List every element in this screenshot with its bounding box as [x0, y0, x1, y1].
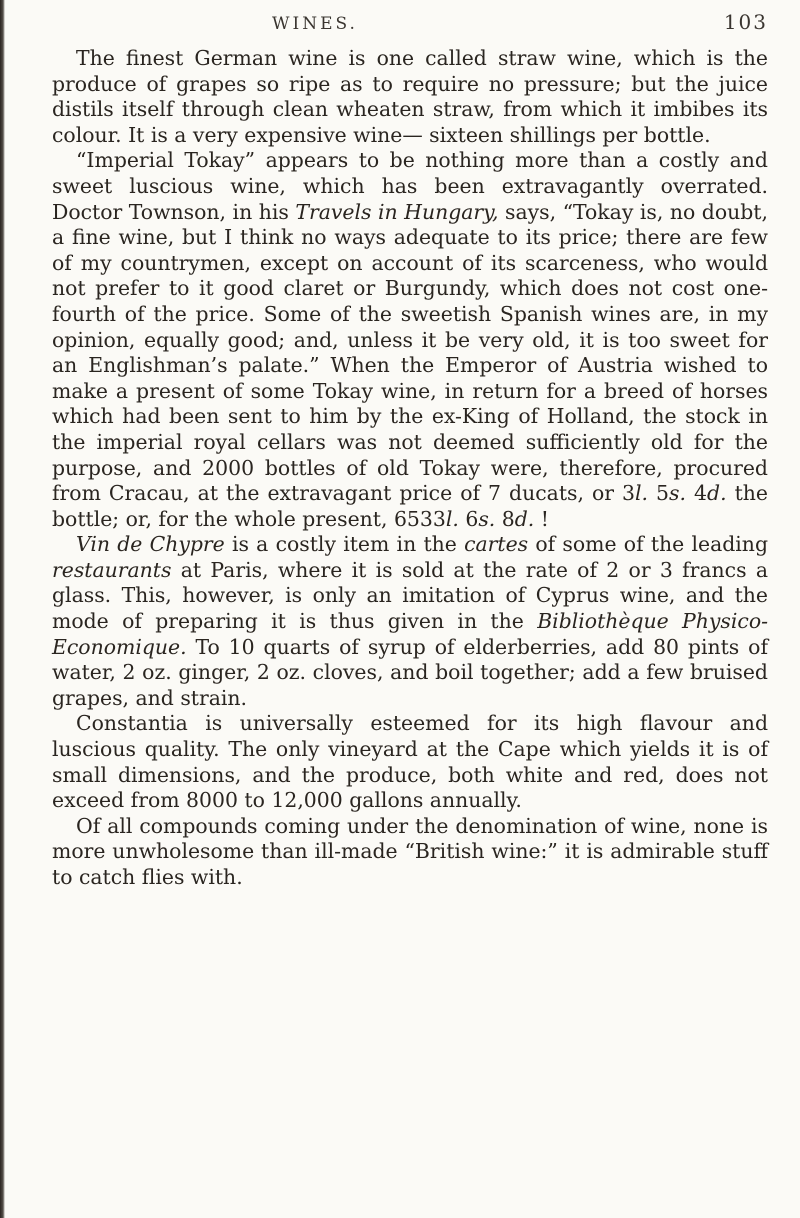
- text-run: is a costly item in the: [224, 532, 465, 557]
- italic-text: Vin de Chypre: [76, 532, 225, 557]
- text-run: 5: [648, 481, 670, 506]
- text-run: “Imperial Tokay” appears to be nothing more than a costly and sweet luscious wine, which has been extravagantly overrated. Doctor Townson, in his: [52, 148, 768, 224]
- italic-text: Bibliothèque Physico-Economique.: [52, 609, 769, 659]
- text-run: at Paris, where it is sold at the rate of 2 or 3 francs a glass. This, however, is only an imitation of Cyprus wine, and the mode of preparing it is thus given in the: [52, 557, 768, 634]
- text-run: !: [534, 506, 549, 531]
- italic-text: s.: [669, 481, 686, 506]
- text-run: the bottle; or, for the whole present, 6533: [52, 481, 768, 531]
- text-run: Of all compounds coming under the denomination of wine, none is more unwholesome than ill-made “British wine:” it is admirable stuff to catch flies with.: [52, 813, 768, 889]
- text-run: The finest German wine is one called straw wine, which is the produce of grapes so ripe as to require no pressure; but the juice distils itself through clean wheaten straw, from which it imbibes its colour. It is a very expensive wine— sixteen shillings per bottle.: [52, 46, 768, 147]
- text-run: 6: [458, 506, 479, 531]
- page-number: 103: [723, 10, 768, 34]
- italic-text: l.: [445, 506, 459, 531]
- italic-text: d.: [514, 506, 535, 531]
- paragraph-vin-de-chypre: [52, 532, 768, 711]
- body-text: [52, 46, 768, 891]
- text-run: To 10 quarts of syrup of elderberries, add 80 pints of water, 2 oz. ginger, 2 oz. cloves, and boil together; add a few bruised grapes, and strain.: [52, 634, 768, 710]
- text-run: Constantia is universally esteemed for its high flavour and luscious quality. The only vineyard at the Cape which yields it is of small dimensions, and the produce, both white and red, does not exceed from 8000 to 12,000 gallons annually.: [52, 711, 768, 813]
- italic-text: d.: [707, 481, 727, 506]
- paragraph-straw-wine: [52, 46, 768, 148]
- running-head: [52, 8, 768, 38]
- running-title: WINES.: [272, 14, 358, 34]
- paragraph-tokay: [52, 148, 768, 532]
- italic-text: cartes: [464, 532, 529, 557]
- italic-text: l.: [635, 481, 649, 506]
- italic-text: restaurants: [52, 557, 172, 582]
- italic-text: Travels in Hungary,: [295, 199, 499, 224]
- paragraph-constantia: [52, 711, 768, 813]
- text-run: of some of the leading: [528, 532, 768, 557]
- text-run: 8: [495, 506, 515, 531]
- book-spine-edge: [0, 0, 5, 1218]
- text-run: says, “Tokay is, no doubt, a fine wine, but I think no ways adequate to its price; there are few of my countrymen, except on account of its scarceness, who would not prefer to it good claret or Burgundy, which does not cost one-fourth of the price. Some of the sweetish Spanish wines are, in my opinion, equally good; and, unless it be very old, it is too sweet for an Englishman’s palate.” When the Emperor of Austria wished to make a present of some Tokay wine, in return for a breed of horses which had been sent to him by the ex-King of Holland, the stock in the imperial royal cellars was not deemed sufficiently old for the purpose, and 2000 bottles of old Tokay were, therefore, procured from Cracau, at the extravagant price of 7 ducats, or 3: [52, 199, 768, 506]
- italic-text: s.: [478, 506, 496, 531]
- text-run: 4: [686, 481, 708, 506]
- paragraph-british-wine: [52, 814, 768, 891]
